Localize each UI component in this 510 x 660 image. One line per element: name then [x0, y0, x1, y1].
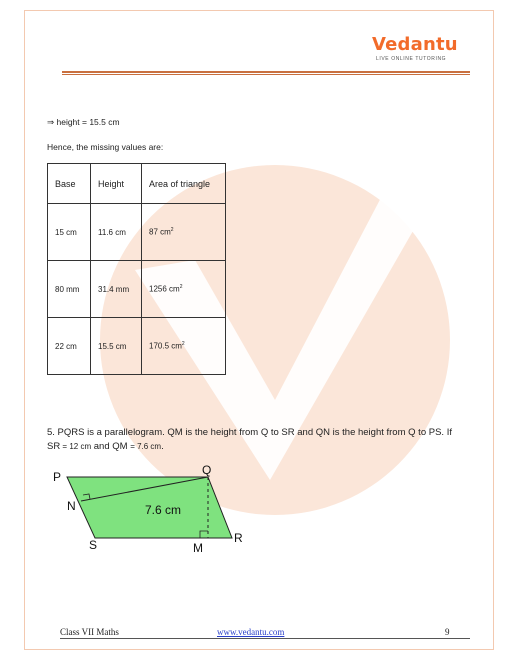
missing-values-table: [47, 163, 226, 375]
qm-value: = 7.6 cm: [130, 442, 162, 451]
vertex-label-n: N: [67, 499, 76, 513]
missing-values-intro: Hence, the missing values are:: [47, 142, 164, 152]
header-height: Height: [91, 164, 142, 204]
area-value: 170.5 cm: [149, 341, 182, 351]
height-result-line: ⇒ height = 15.5 cm: [47, 117, 120, 127]
logo-tagline: LIVE ONLINE TUTORING: [376, 56, 447, 62]
vertex-label-m: M: [193, 541, 203, 555]
question-5: [47, 426, 457, 454]
sr-value: = 12 cm: [60, 442, 92, 451]
cell-height: 11.6 cm: [91, 204, 142, 261]
cell-base: 22 cm: [48, 318, 91, 375]
footer-page-number: 9: [445, 627, 450, 637]
question-5-end: .: [161, 441, 164, 452]
area-unit-power: 2: [179, 284, 183, 291]
cell-height: 31.4 mm: [91, 261, 142, 318]
cell-area: [142, 318, 226, 375]
height-measure-label: 7.6 cm: [145, 503, 182, 517]
header-area: Area of triangle: [142, 164, 226, 204]
header-rule: [62, 71, 470, 75]
cell-base: 80 mm: [48, 261, 91, 318]
area-unit-power: 2: [170, 227, 174, 234]
footer-website-link[interactable]: www.vedantu.com: [217, 627, 285, 637]
table-row: [48, 261, 226, 318]
vedantu-logo[interactable]: [372, 34, 462, 66]
table-header-row: [48, 164, 226, 204]
vertex-label-r: R: [234, 531, 243, 545]
vertex-label-s: S: [89, 538, 98, 552]
cell-base: 15 cm: [48, 204, 91, 261]
table-row: [48, 318, 226, 375]
parallelogram-figure: [45, 462, 255, 562]
vertex-label-p: P: [53, 470, 62, 484]
vertex-label-q: Q: [202, 463, 212, 477]
area-value: 87 cm: [149, 227, 171, 237]
table-row: [48, 204, 226, 261]
cell-area: [142, 204, 226, 261]
area-unit-power: 2: [181, 341, 185, 348]
header-base: Base: [48, 164, 91, 204]
area-value: 1256 cm: [149, 284, 180, 294]
cell-height: 15.5 cm: [91, 318, 142, 375]
question-5-and: and QM: [91, 441, 131, 452]
logo-wordmark: Vedantu: [372, 34, 458, 55]
footer-rule: [60, 638, 470, 639]
question-5-text: 5. PQRS is a parallelogram. QM is the height from Q to SR and QN is the height from Q to PS. If SR: [47, 427, 452, 452]
footer-class-label: Class VII Maths: [60, 627, 119, 637]
cell-area: [142, 261, 226, 318]
